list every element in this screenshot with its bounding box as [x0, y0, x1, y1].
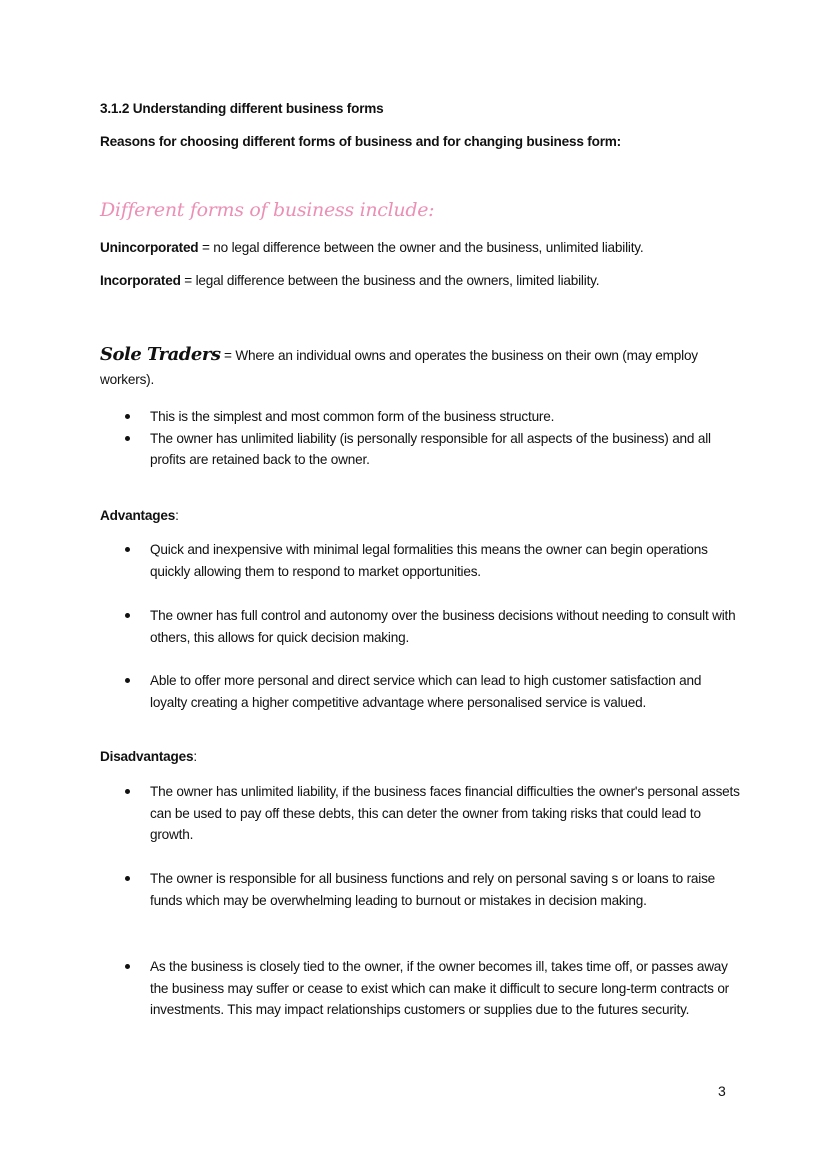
- list-item: The owner has unlimited liability, if the business faces financial difficulties the owner's personal assets can be used to pay off these debts, this can deter the owner from taking risks that could lead to growth.: [100, 781, 740, 846]
- list-item: Able to offer more personal and direct service which can lead to high customer satisfaction and loyalty creating a higher competitive advantage where personalised service is valued.: [100, 670, 740, 713]
- sole-traders-bullets: [100, 406, 740, 471]
- reasons-heading: Reasons for choosing different forms of business and for changing business form:: [100, 134, 622, 149]
- bullet-icon: [125, 678, 130, 683]
- list-item: The owner is responsible for all business functions and rely on personal saving s or loans to raise funds which may be overwhelming leading to burnout or mistakes in decision making.: [100, 868, 740, 911]
- page-number: 3: [718, 1083, 726, 1099]
- list-item: The owner has unlimited liability (is personally responsible for all aspects of the business) and all profits are retained back to the owner.: [100, 428, 740, 471]
- definition-text: = legal difference between the business and the owners, limited liability.: [180, 273, 600, 288]
- list-item: This is the simplest and most common form of the business structure.: [100, 406, 740, 428]
- list-item: Quick and inexpensive with minimal legal formalities this means the owner can begin operations quickly allowing them to respond to market opportunities.: [100, 539, 740, 582]
- bullet-icon: [125, 436, 130, 441]
- list-item: The owner has full control and autonomy over the business decisions without needing to consult with others, this allows for quick decision making.: [100, 605, 740, 648]
- sole-traders-text: = Where an individual owns and operates the business on their own (may employ workers).: [100, 348, 698, 387]
- forms-heading: Different forms of business include:: [100, 199, 435, 221]
- disadvantages-label: Disadvantages:: [100, 749, 197, 764]
- definition-unincorporated: [100, 240, 643, 255]
- list-item: As the business is closely tied to the owner, if the owner becomes ill, takes time off, or passes away the business may suffer or cease to exist which can make it difficult to secure long-term contracts or investments. This may impact relationships customers or supplies due to the futures security.: [100, 956, 740, 1021]
- advantages-list: [100, 605, 740, 648]
- disadvantages-list: [100, 868, 740, 911]
- definition-text: = no legal difference between the owner and the business, unlimited liability.: [198, 240, 644, 255]
- definition-incorporated: [100, 273, 599, 288]
- definition-term: Unincorporated: [100, 240, 199, 255]
- advantages-list: [100, 670, 740, 713]
- sole-traders-term: Sole Traders: [100, 344, 221, 365]
- bullet-icon: [125, 547, 130, 552]
- definition-term: Incorporated: [100, 273, 181, 288]
- bullet-icon: [125, 876, 130, 881]
- bullet-icon: [125, 789, 130, 794]
- bullet-icon: [125, 414, 130, 419]
- disadvantages-list: [100, 781, 740, 846]
- advantages-list: [100, 539, 740, 582]
- advantages-label: Advantages:: [100, 508, 179, 523]
- bullet-icon: [125, 613, 130, 618]
- sole-traders-definition: [100, 343, 740, 392]
- disadvantages-list: [100, 956, 740, 1021]
- section-heading: 3.1.2 Understanding different business forms: [100, 101, 384, 116]
- bullet-icon: [125, 964, 130, 969]
